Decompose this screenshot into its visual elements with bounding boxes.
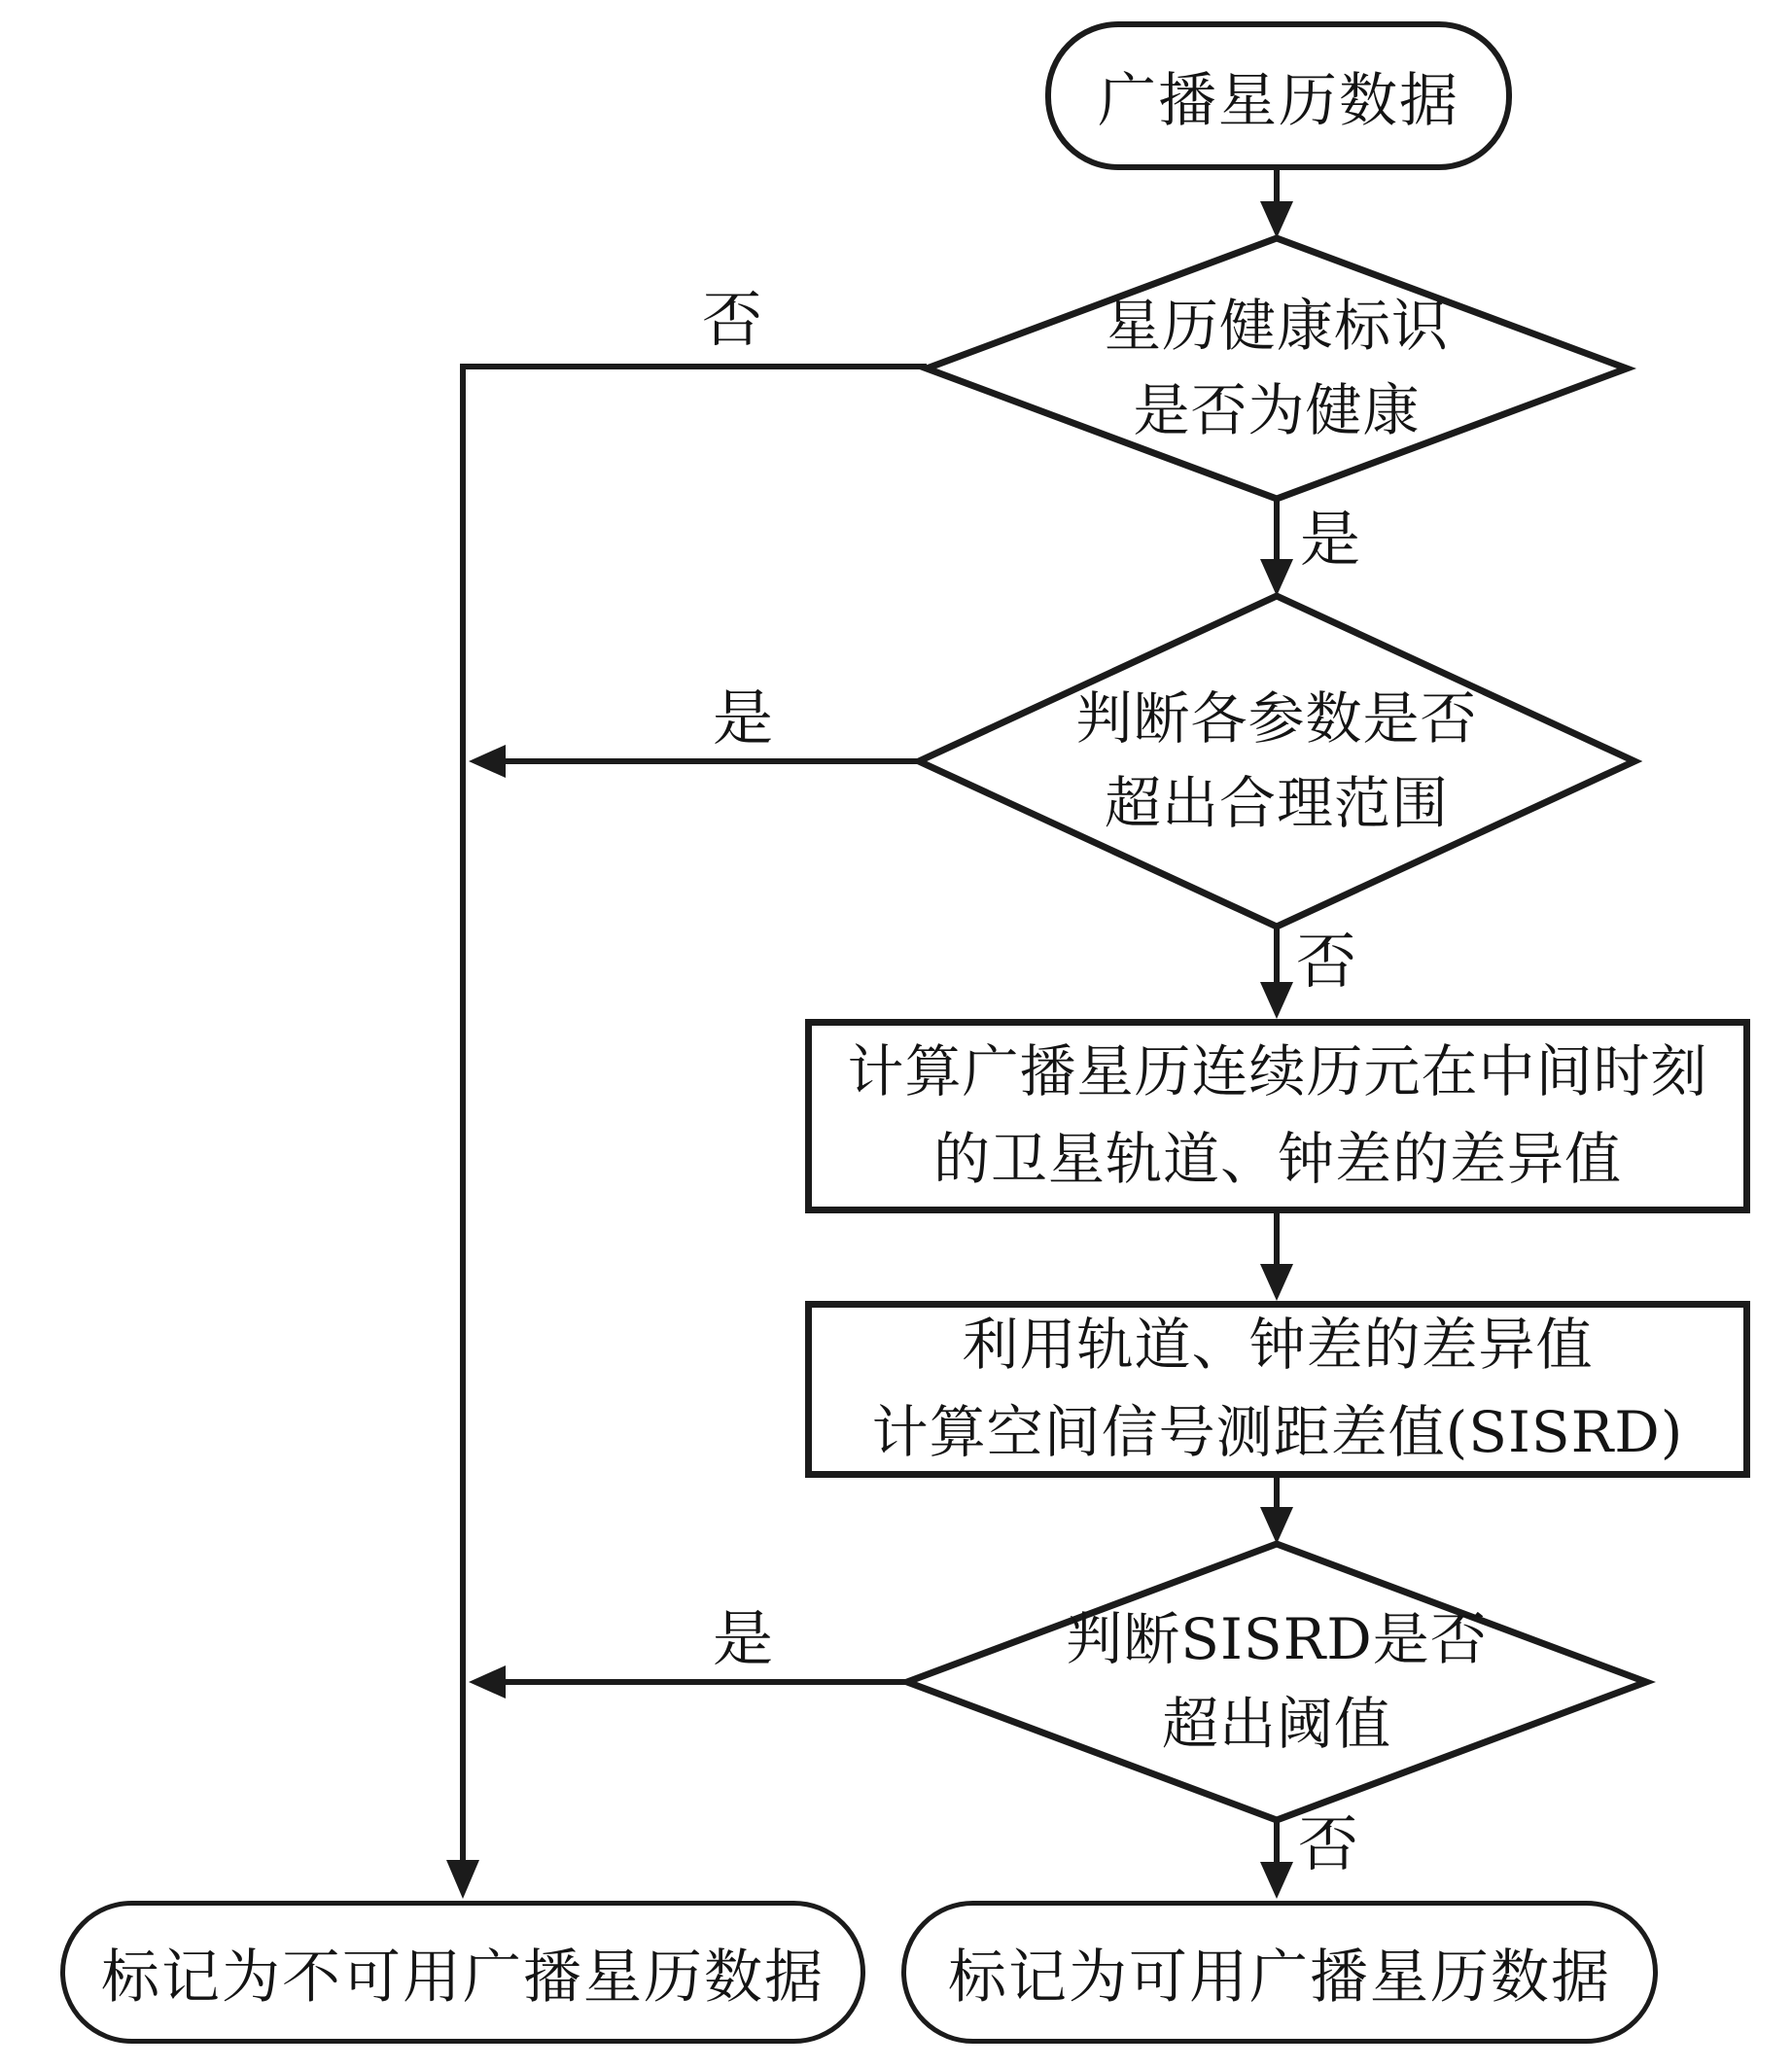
arrowhead-sisrd-to-threshold [1260, 1507, 1293, 1544]
arrowhead-threshold-yes [469, 1665, 506, 1699]
decision-health-line1: 星历健康标识 [1104, 293, 1449, 359]
edge-label-range-no: 否 [1296, 926, 1357, 997]
node-start-label: 广播星历数据 [1098, 66, 1459, 135]
decision-range-line2: 超出合理范围 [1104, 770, 1449, 836]
decision-health-line2: 是否为健康 [1133, 377, 1421, 443]
node-decision-threshold-text [985, 1576, 1568, 1788]
node-start-terminal [1045, 21, 1512, 170]
end-usable-label: 标记为可用广播星历数据 [948, 1943, 1611, 2012]
arrowhead-health-yes [1260, 559, 1293, 596]
end-unusable-label: 标记为不可用广播星历数据 [101, 1943, 825, 2012]
node-decision-range-text [985, 655, 1568, 867]
decision-threshold-line2: 超出阈值 [1161, 1691, 1391, 1757]
arrowhead-diff-to-sisrd [1260, 1264, 1293, 1301]
edge-label-threshold-no: 否 [1298, 1808, 1359, 1879]
arrowhead-rail-to-unusable [446, 1860, 479, 1899]
node-process-sisrd [805, 1301, 1750, 1478]
node-end-unusable-terminal [60, 1901, 865, 2044]
edge-label-health-no: 否 [702, 284, 763, 355]
process-diff-line2: 的卫星轨道、钟差的差异值 [932, 1126, 1622, 1192]
decision-range-line1: 判断各参数是否 [1075, 685, 1478, 752]
node-end-usable-terminal [901, 1901, 1658, 2044]
arrowhead-start-to-health [1260, 201, 1293, 238]
edge-label-threshold-yes: 是 [713, 1603, 774, 1674]
arrowhead-threshold-no [1260, 1862, 1293, 1899]
edge-label-range-yes: 是 [713, 683, 774, 753]
edge-label-health-yes: 是 [1300, 504, 1361, 575]
node-process-diff [805, 1019, 1750, 1213]
decision-threshold-line1: 判断SISRD是否 [1066, 1606, 1488, 1672]
arrowhead-range-yes [469, 745, 506, 778]
process-sisrd-line1: 利用轨道、钟差的差异值 [962, 1312, 1594, 1379]
node-decision-health-text [985, 263, 1568, 474]
arrowhead-range-no [1260, 982, 1293, 1019]
process-diff-line1: 计算广播星历连续历元在中间时刻 [847, 1038, 1708, 1105]
process-sisrd-line2: 计算空间信号测距差值(SISRD) [871, 1399, 1684, 1465]
